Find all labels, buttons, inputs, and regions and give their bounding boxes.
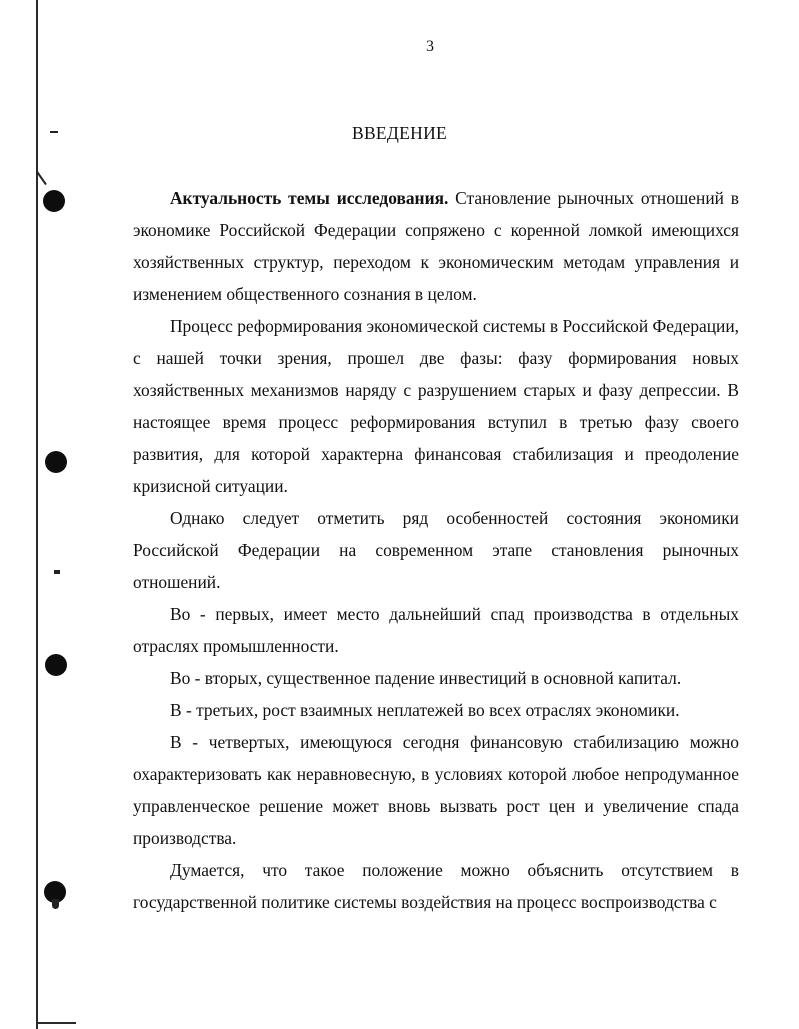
paragraph: Процесс реформирования экономической системы в Российской Федерации, с нашей точки зрения, прошел две фазы: фазу формирования новых хозяйственных механизмов наряду с разрушением старых и фазу депрессии. В настоящее время процесс реформирования вступил в третью фазу своего развития, для которой характерна финансовая стабилизация и преодоление кризисной ситуации. — [133, 316, 740, 496]
paragraph: Однако следует отметить ряд особенностей состояния экономики Российской Федерации на современном этапе становления рыночных отношений. — [133, 508, 739, 592]
scan-mark — [54, 570, 60, 574]
scan-edge-bottom-line — [36, 1022, 76, 1024]
paragraph-text: Становление рыночных отношений в экономике Российской Федерации сопряжено с коренной ломкой имеющихся хозяйственных структур, переходом к экономическим методам управления и изменением общественного сознания в целом. — [133, 188, 739, 304]
paragraph: Во - первых, имеет место дальнейший спад производства в отдельных отраслях промышленности. — [133, 604, 739, 656]
binder-hole — [43, 190, 65, 212]
scan-mark — [52, 899, 59, 909]
page-title: ВВЕДЕНИЕ — [351, 123, 448, 143]
paragraph-lead: Актуальность темы исследования. — [170, 188, 449, 208]
page-number: 3 — [426, 38, 434, 55]
paragraph: Во - вторых, существенное падение инвестиций в основной капитал. — [170, 668, 682, 688]
scan-edge-line — [36, 0, 38, 1029]
binder-hole — [45, 451, 67, 473]
binder-hole — [45, 654, 67, 676]
paragraph: В - третьих, рост взаимных неплатежей во всех отраслях экономики. — [170, 700, 680, 720]
paragraph: В - четвертых, имеющуюся сегодня финансовую стабилизацию можно охарактеризовать как неравновесную, в условиях которой любое непродуманное управленческое решение может вновь вызвать рост цен и увеличение спада производства. — [133, 732, 739, 848]
paragraph — [133, 182, 739, 310]
paragraph: Думается, что такое положение можно объяснить отсутствием в государственной политике системы воздействия на процесс воспроизводства с — [133, 860, 739, 912]
document-body — [133, 182, 739, 918]
